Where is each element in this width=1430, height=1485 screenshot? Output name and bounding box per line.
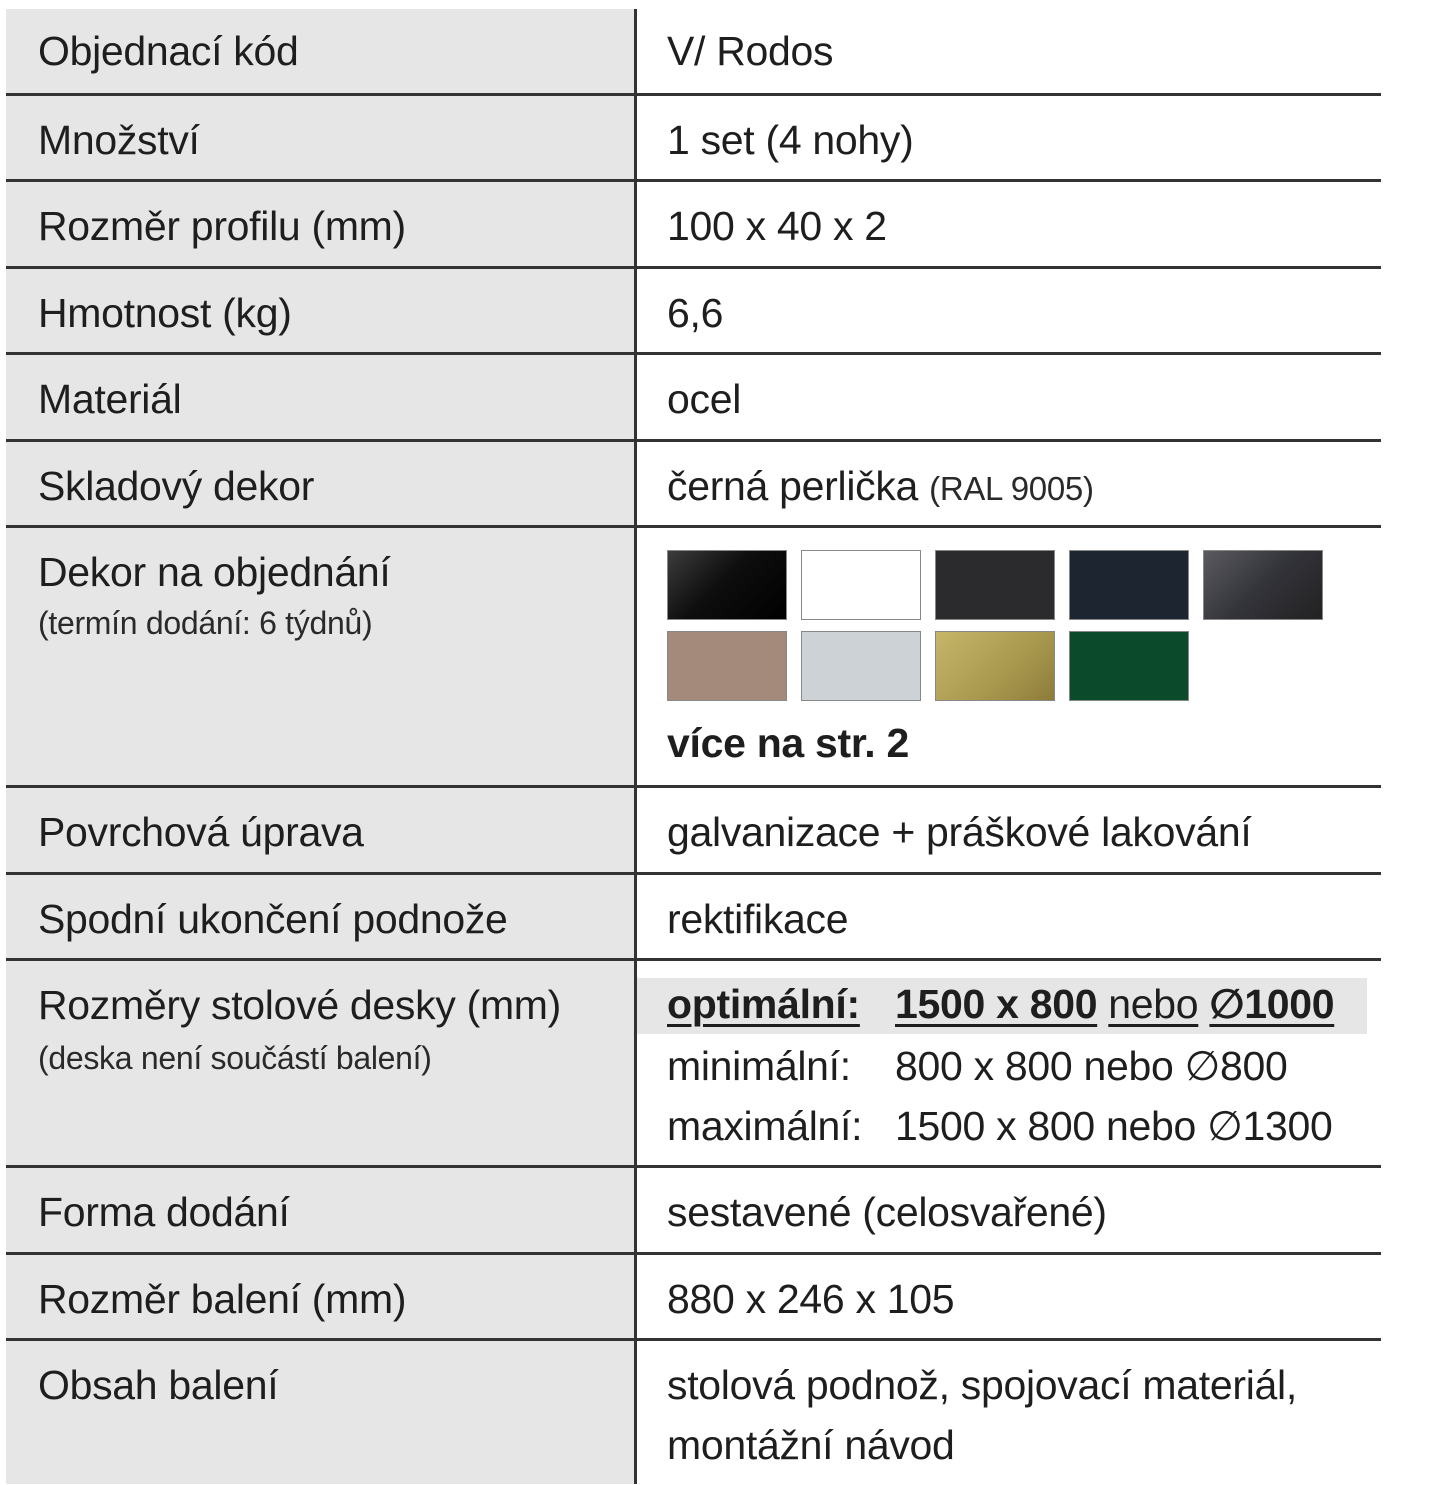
swatch-mocha bbox=[667, 631, 787, 701]
spec-label: Skladový dekor bbox=[38, 463, 315, 509]
spec-row-package-content bbox=[6, 1341, 1381, 1484]
spec-row-delivery-form bbox=[6, 1168, 1381, 1255]
size-minimal: minimální: 800 x 800 nebo ∅800 bbox=[667, 1043, 1288, 1089]
spec-row-stock-decor bbox=[6, 442, 1381, 528]
spec-value: V/ Rodos bbox=[667, 28, 834, 74]
swatch-anthracite bbox=[1069, 550, 1189, 620]
swatch-black bbox=[667, 550, 787, 620]
swatch-graphite bbox=[1203, 550, 1323, 620]
spec-value: 880 x 246 x 105 bbox=[667, 1276, 955, 1322]
spec-sublabel: (termín dodání: 6 týdnů) bbox=[38, 605, 373, 641]
spec-row-weight bbox=[6, 269, 1381, 355]
spec-label: Spodní ukončení podnože bbox=[38, 896, 508, 942]
size-optimal: optimální: 1500 x 800 nebo ∅1000 bbox=[637, 978, 1367, 1034]
spec-label: Dekor na objednání bbox=[38, 549, 391, 595]
spec-row-profile-size bbox=[6, 182, 1381, 269]
spec-label: Forma dodání bbox=[38, 1189, 290, 1235]
spec-row-material bbox=[6, 355, 1381, 442]
spec-value: černá perlička bbox=[667, 463, 919, 509]
spec-value: sestavené (celosvařené) bbox=[667, 1189, 1107, 1235]
spec-label: Hmotnost (kg) bbox=[38, 290, 292, 336]
spec-sublabel: (deska není součástí balení) bbox=[38, 1040, 432, 1076]
swatch-gold bbox=[935, 631, 1055, 701]
spec-label: Materiál bbox=[38, 376, 182, 422]
spec-value-note: (RAL 9005) bbox=[929, 470, 1094, 507]
spec-row-order-decor bbox=[6, 528, 1381, 788]
spec-row-quantity bbox=[6, 96, 1381, 182]
spec-label: Rozměr balení (mm) bbox=[38, 1276, 407, 1322]
size-maximal: maximální: 1500 x 800 nebo ∅1300 bbox=[667, 1103, 1333, 1149]
spec-table bbox=[6, 9, 1381, 1484]
spec-value: ocel bbox=[667, 376, 742, 422]
spec-value: 1 set (4 nohy) bbox=[667, 117, 914, 163]
spec-row-package-size bbox=[6, 1255, 1381, 1341]
spec-value-line2: montážní návod bbox=[667, 1422, 955, 1468]
spec-row-bottom-finish bbox=[6, 875, 1381, 961]
swatch-white bbox=[801, 550, 921, 620]
spec-label: Rozměry stolové desky (mm) bbox=[38, 982, 562, 1028]
spec-row-order-code bbox=[6, 9, 1381, 96]
spec-value: stolová podnož, spojovací materiál, bbox=[667, 1362, 1297, 1408]
spec-label: Rozměr profilu (mm) bbox=[38, 203, 406, 249]
spec-label: Množství bbox=[38, 117, 200, 163]
spec-value: galvanizace + práškové lakování bbox=[667, 809, 1252, 855]
more-decors-note: více na str. 2 bbox=[667, 720, 909, 766]
swatch-black-texture bbox=[935, 550, 1055, 620]
spec-row-tabletop-size bbox=[6, 961, 1381, 1168]
spec-row-surface bbox=[6, 788, 1381, 875]
spec-label: Povrchová úprava bbox=[38, 809, 364, 855]
spec-label: Obsah balení bbox=[38, 1362, 279, 1408]
spec-label: Objednací kód bbox=[38, 28, 299, 74]
spec-value: 6,6 bbox=[667, 290, 724, 336]
swatch-silver bbox=[801, 631, 921, 701]
spec-value: 100 x 40 x 2 bbox=[667, 203, 887, 249]
color-swatches bbox=[667, 550, 1381, 701]
spec-value: rektifikace bbox=[667, 896, 849, 942]
swatch-green bbox=[1069, 631, 1189, 701]
